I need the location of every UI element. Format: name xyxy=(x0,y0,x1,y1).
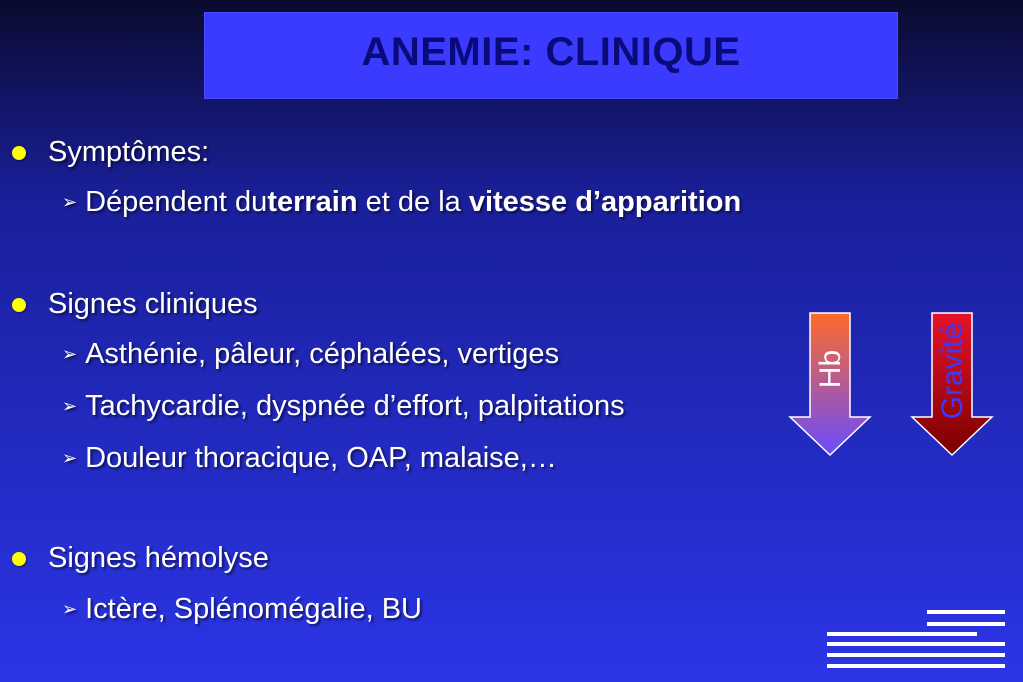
gravite-label: Gravité xyxy=(936,322,969,420)
deco-line xyxy=(827,642,1005,646)
bullet-dot-icon xyxy=(12,146,26,160)
deco-line xyxy=(927,610,1005,614)
list-item xyxy=(62,593,422,626)
item-text-part: Dépendent du xyxy=(85,186,268,218)
item-text-part-bold: vitesse d’apparition xyxy=(468,186,742,218)
arrow-bullet-icon: ➢ xyxy=(62,448,78,469)
arrow-bullet-icon: ➢ xyxy=(62,344,78,365)
item-text: Douleur thoracique, OAP, malaise,… xyxy=(85,442,557,474)
bullet-dot-icon xyxy=(12,298,26,312)
section-symptomes xyxy=(12,136,209,169)
deco-line xyxy=(827,664,1005,668)
section-signes-cliniques xyxy=(12,288,258,321)
list-item xyxy=(62,338,559,371)
section-heading: Symptômes: xyxy=(48,136,210,168)
item-text-part: et de la xyxy=(357,186,469,218)
hb-label: Hb xyxy=(814,349,847,389)
item-text: Asthénie, pâleur, céphalées, vertiges xyxy=(85,338,560,370)
list-item xyxy=(62,186,741,219)
deco-line xyxy=(827,653,1005,657)
item-text-part-bold: terrain xyxy=(267,186,358,218)
arrow-bullet-icon: ➢ xyxy=(62,599,78,620)
bullet-dot-icon xyxy=(12,552,26,566)
deco-line xyxy=(827,632,977,636)
item-text: Tachycardie, dyspnée d’effort, palpitations xyxy=(85,390,625,422)
section-signes-hemolyse xyxy=(12,542,269,575)
deco-line xyxy=(927,622,1005,626)
title-box xyxy=(204,12,898,99)
section-heading: Signes cliniques xyxy=(48,288,258,320)
list-item xyxy=(62,390,625,423)
item-text: Ictère, Splénomégalie, BU xyxy=(85,593,422,625)
slide-title: ANEMIE: CLINIQUE xyxy=(361,30,741,74)
section-heading: Signes hémolyse xyxy=(48,542,269,574)
arrow-bullet-icon: ➢ xyxy=(62,192,78,213)
arrow-bullet-icon: ➢ xyxy=(62,396,78,417)
list-item xyxy=(62,442,557,475)
